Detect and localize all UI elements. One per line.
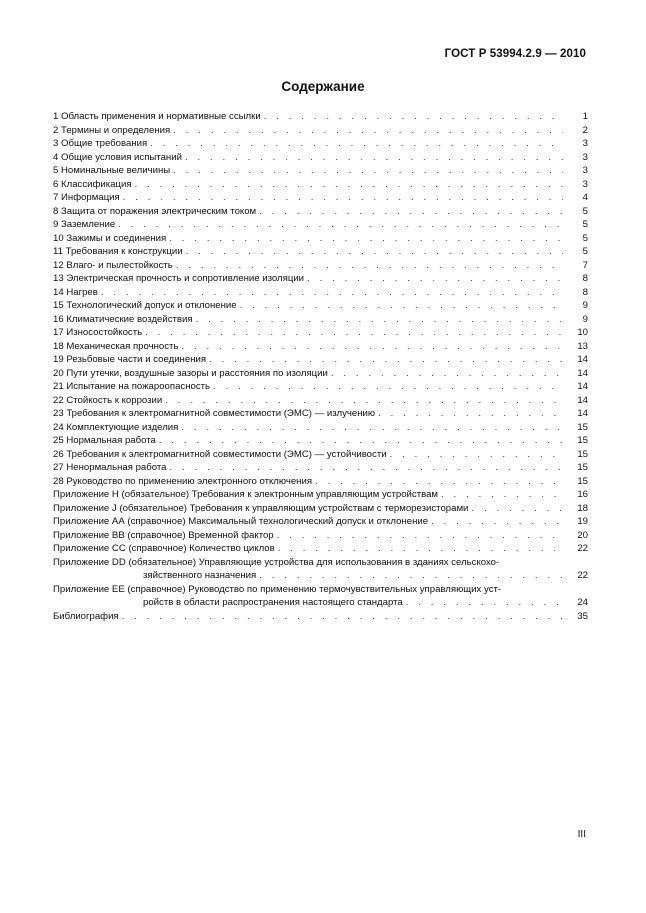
toc-page-number: 5	[582, 205, 588, 217]
toc-entry[interactable]	[53, 502, 588, 516]
toc-page-number: 18	[577, 502, 588, 514]
toc-entry[interactable]	[53, 380, 588, 394]
toc-entry-label: 24 Комплектующие изделия	[53, 421, 179, 433]
toc-entry[interactable]	[53, 232, 588, 246]
toc-entry[interactable]	[53, 164, 588, 178]
toc-page-number: 14	[577, 394, 588, 406]
toc-entry[interactable]	[53, 191, 588, 205]
toc-entry-label: Приложение АА (справочное) Максимальный технологический допуск и отклонение	[53, 516, 429, 527]
toc-entry-label: Приложение Н (обязательное) Требования к электронным управляющим устройствам	[53, 489, 439, 500]
leader-dots	[159, 434, 563, 448]
leader-dots	[213, 380, 563, 394]
toc-page-number: 9	[582, 300, 588, 311]
toc-entry-label: 15 Технологический допуск и отклонение	[53, 300, 237, 311]
toc-entry-label: 10 Зажимы и соединения	[53, 232, 167, 244]
toc-page-number: 5	[582, 232, 588, 244]
toc-entry[interactable]	[53, 448, 588, 462]
toc-entry-label-continued: ройств в области распространения настоящего стандарта	[143, 597, 403, 608]
toc-entry[interactable]	[53, 488, 588, 502]
leader-dots	[240, 299, 563, 313]
leader-dots	[209, 353, 563, 367]
toc-entry[interactable]	[53, 313, 588, 327]
toc-entry[interactable]	[53, 299, 588, 313]
toc-entry[interactable]	[53, 272, 588, 286]
leader-dots	[277, 529, 563, 543]
leader-dots	[122, 610, 563, 624]
toc-page-number: 3	[582, 151, 588, 163]
leader-dots	[378, 407, 563, 421]
toc-page-number: 35	[577, 610, 588, 622]
toc-page-number: 14	[577, 408, 588, 419]
leader-dots	[150, 137, 563, 151]
toc-entry-label: 19 Резьбовые части и соединения	[53, 354, 207, 365]
leader-dots	[181, 340, 563, 354]
toc-entry[interactable]	[53, 286, 588, 300]
toc-entry[interactable]	[53, 245, 588, 259]
leader-dots	[196, 313, 563, 327]
toc-entry-label: 16 Климатические воздействия	[53, 313, 193, 325]
toc-entry-label: 21 Испытание на пожароопасность	[53, 381, 211, 392]
toc-entry-label: 9 Заземление	[53, 219, 116, 230]
toc-entry[interactable]	[53, 556, 588, 583]
leader-dots	[173, 164, 563, 178]
toc-entry-label: 13 Электрическая прочность и сопротивление изоляции	[53, 273, 305, 284]
toc-entry-label: 7 Информация	[53, 192, 120, 203]
toc-entry[interactable]	[53, 110, 588, 124]
toc-entry[interactable]	[53, 542, 588, 556]
document-header: ГОСТ Р 53994.2.9 — 2010	[444, 48, 586, 60]
page-number: III	[577, 829, 586, 840]
leader-dots	[118, 218, 563, 232]
toc-page-number: 15	[577, 475, 588, 487]
toc-entry[interactable]	[53, 259, 588, 273]
leader-dots	[431, 515, 563, 529]
toc-entry-label: Приложение J (обязательное) Требования к управляющим устройствам с терморезисторами	[53, 502, 469, 514]
leader-dots	[176, 259, 563, 273]
toc-entry-label-continued: зяйственного назначения	[143, 570, 257, 581]
toc-page-number: 15	[577, 421, 588, 433]
toc-entry[interactable]	[53, 407, 588, 421]
leader-dots	[307, 272, 563, 286]
toc-entry-label: 3 Общие требования	[53, 138, 148, 149]
leader-dots	[173, 124, 563, 138]
toc-page-number: 15	[577, 462, 588, 473]
toc-entry-label: Приложение ВВ (справочное) Временной фактор	[53, 529, 274, 541]
toc-entry[interactable]	[53, 367, 588, 381]
toc-page-number: 5	[582, 246, 588, 257]
toc-page-number: 3	[582, 138, 588, 149]
toc-page-number: 24	[577, 597, 588, 608]
toc-entry[interactable]	[53, 124, 588, 138]
toc-entry-label: 6 Классификация	[53, 178, 132, 190]
leader-dots	[331, 367, 563, 381]
page-title: Содержание	[281, 79, 365, 94]
toc-page-number: 14	[577, 354, 588, 365]
toc-entry[interactable]	[53, 394, 588, 408]
toc-page-number: 8	[582, 286, 588, 298]
leader-dots	[186, 245, 563, 259]
toc-entry-label: 25 Нормальная работа	[53, 435, 156, 446]
leader-dots	[123, 191, 563, 205]
leader-dots	[185, 151, 563, 165]
toc-page-number: 10	[577, 327, 588, 338]
toc-entry-label: Библиография	[53, 610, 119, 622]
leader-dots	[406, 596, 563, 610]
toc-page-number: 7	[582, 259, 588, 271]
toc-entry[interactable]	[53, 583, 588, 610]
leader-dots	[145, 326, 563, 340]
leader-dots	[264, 110, 563, 124]
toc-entry[interactable]	[53, 475, 588, 489]
toc-entry-label: 12 Влаго- и пылестойкость	[53, 259, 173, 271]
toc-page-number: 14	[577, 367, 588, 379]
toc-page-number: 13	[577, 340, 588, 352]
toc-entry-bibliography[interactable]	[53, 610, 588, 624]
leader-dots	[259, 205, 563, 219]
leader-dots	[278, 542, 563, 556]
leader-dots	[181, 421, 563, 435]
toc-entry-label: 11 Требования к конструкции	[53, 246, 183, 257]
toc-entry[interactable]	[53, 178, 588, 192]
toc-entry[interactable]	[53, 434, 588, 448]
toc-entry[interactable]	[53, 461, 588, 475]
toc-entry-label: Приложение DD (обязательное) Управляющие устройства для использования в зданиях сельскохо-	[53, 556, 500, 568]
leader-dots	[170, 461, 563, 475]
toc-entry[interactable]	[53, 340, 588, 354]
toc-page-number: 15	[577, 448, 588, 460]
toc-entry-label: 26 Требования к электромагнитной совместимости (ЭМС) — устойчивости	[53, 448, 387, 460]
toc-entry-continuation	[53, 596, 588, 610]
leader-dots	[165, 394, 563, 408]
toc-page-number: 16	[577, 489, 588, 500]
toc-page-number: 3	[582, 178, 588, 190]
leader-dots	[315, 475, 563, 489]
toc-entry[interactable]	[53, 353, 588, 367]
toc-entry-label: 18 Механическая прочность	[53, 340, 179, 352]
toc-page-number: 9	[582, 313, 588, 325]
toc-page-number: 2	[582, 124, 588, 136]
toc-page-number: 3	[582, 165, 588, 176]
toc-page-number: 15	[577, 435, 588, 446]
leader-dots	[101, 286, 563, 300]
leader-dots	[471, 502, 563, 516]
leader-dots	[441, 488, 563, 502]
toc-entry-label: 4 Общие условия испытаний	[53, 151, 182, 163]
toc-entry[interactable]	[53, 515, 588, 529]
leader-dots	[390, 448, 563, 462]
table-of-contents	[53, 110, 588, 623]
toc-entry[interactable]	[53, 205, 588, 219]
toc-page-number: 5	[582, 219, 588, 230]
toc-page-number: 22	[577, 543, 588, 554]
toc-entry[interactable]	[53, 151, 588, 165]
toc-page-number: 22	[577, 570, 588, 581]
toc-entry-label: 8 Защита от поражения электрическим током	[53, 205, 257, 217]
toc-page-number: 19	[577, 516, 588, 527]
toc-entry[interactable]	[53, 529, 588, 543]
toc-entry-label: 1 Область применения и нормативные ссылки	[53, 111, 261, 122]
toc-page-number: 8	[582, 273, 588, 284]
toc-entry[interactable]	[53, 218, 588, 232]
leader-dots	[169, 232, 563, 246]
toc-entry-label: 14 Нагрев	[53, 286, 98, 298]
leader-dots	[135, 178, 563, 192]
toc-entry[interactable]	[53, 326, 588, 340]
toc-entry-label: 2 Термины и определения	[53, 124, 171, 136]
toc-entry[interactable]	[53, 421, 588, 435]
toc-entry-label: 27 Ненормальная работа	[53, 462, 167, 473]
toc-page-number: 4	[582, 192, 588, 203]
toc-page-number: 20	[577, 529, 588, 541]
toc-entry-label: Приложение ЕЕ (справочное) Руководство по применению термочувствительных управляющих уст-	[53, 583, 502, 595]
toc-entry-label: 20 Пути утечки, воздушные зазоры и расстояния по изоляции	[53, 367, 328, 379]
toc-entry[interactable]	[53, 137, 588, 151]
toc-entry-label: 5 Номинальные величины	[53, 165, 171, 176]
toc-entry-label: Приложение СС (справочное) Количество циклов	[53, 543, 275, 554]
toc-entry-label: 17 Износостойкость	[53, 327, 143, 338]
toc-entry-label: 23 Требования к электромагнитной совместимости (ЭМС) — излучению	[53, 408, 376, 419]
toc-entry-label: 28 Руководство по применению электронного отключения	[53, 475, 313, 487]
toc-page-number: 1	[582, 111, 588, 122]
toc-entry-label: 22 Стойкость к коррозии	[53, 394, 163, 406]
toc-entry-continuation	[53, 569, 588, 583]
leader-dots	[259, 569, 563, 583]
toc-page-number: 14	[577, 381, 588, 392]
